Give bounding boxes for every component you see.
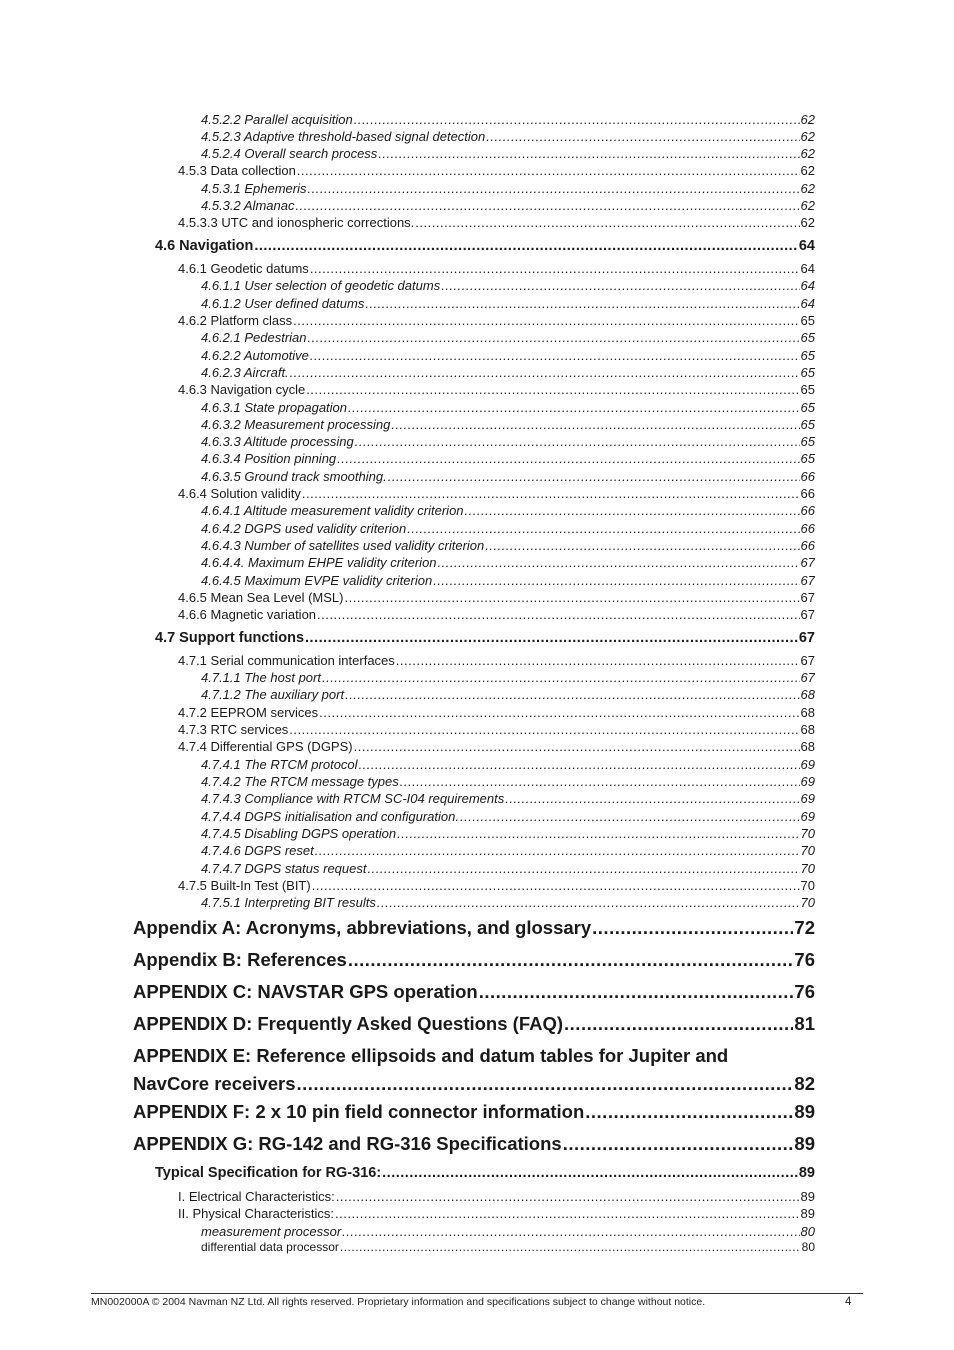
toc-leader-dots	[479, 981, 794, 1003]
toc-leader-dots	[336, 1189, 800, 1204]
toc-leader-dots	[391, 417, 799, 432]
toc-entry-title: APPENDIX D: Frequently Asked Questions (FAQ)	[133, 1013, 564, 1034]
toc-leader-dots	[319, 705, 799, 720]
toc-entry[interactable]	[155, 1165, 815, 1181]
toc-entry-title: 4.7.3 RTC services	[178, 722, 289, 737]
toc-entry-page: 70	[800, 843, 815, 858]
toc-entry-page: 70	[800, 895, 815, 910]
toc-entry-title: 4.7.1.2 The auxiliary port	[201, 687, 345, 702]
toc-entry-title: 4.6.6 Magnetic variation	[178, 607, 317, 622]
toc-entry[interactable]	[201, 573, 815, 588]
toc-entry[interactable]	[201, 198, 815, 213]
toc-leader-dots	[322, 670, 800, 685]
toc-entry-title: 4.6.4 Solution validity	[178, 486, 301, 501]
toc-entry-page: 82	[794, 1073, 815, 1094]
toc-entry-page: 67	[800, 573, 815, 588]
toc-entry-title-continued: NavCore receivers	[133, 1073, 296, 1094]
toc-entry-title: 4.6.4.2 DGPS used validity criterion	[201, 521, 407, 536]
toc-entry-page: 65	[800, 365, 815, 380]
toc-leader-dots	[382, 1165, 798, 1181]
toc-entry-title: 4.6.3.1 State propagation	[201, 400, 348, 415]
toc-leader-dots	[295, 198, 799, 213]
toc-entry[interactable]	[201, 826, 815, 841]
toc-entry[interactable]	[201, 434, 815, 449]
toc-entry[interactable]	[178, 215, 815, 230]
toc-leader-dots	[585, 1101, 793, 1123]
toc-entry-page: 66	[800, 503, 815, 518]
toc-entry-title: 4.6.3.4 Position pinning	[201, 451, 337, 466]
toc-entry-page: 76	[794, 949, 815, 970]
toc-entry[interactable]	[133, 949, 815, 971]
toc-entry-title: 4.5.2.2 Parallel acquisition	[201, 112, 353, 127]
toc-entry[interactable]	[201, 278, 815, 293]
toc-entry[interactable]	[201, 417, 815, 432]
toc-entry-page: 89	[800, 1189, 815, 1204]
toc-entry-title: Appendix A: Acronyms, abbreviations, and glossary	[133, 917, 592, 938]
toc-leader-dots	[340, 1240, 801, 1254]
toc-entry-page: 65	[800, 313, 815, 328]
toc-leader-dots	[388, 469, 800, 484]
toc-entry-page: 65	[800, 330, 815, 345]
toc-leader-dots	[290, 365, 800, 380]
toc-leader-dots	[342, 1224, 799, 1239]
toc-entry-title: 4.6.1 Geodetic datums	[178, 261, 309, 276]
toc-leader-dots	[407, 521, 799, 536]
toc-entry[interactable]	[201, 330, 815, 345]
toc-leader-dots	[400, 774, 800, 789]
toc-entry[interactable]	[178, 1206, 815, 1221]
toc-entry-page: 67	[798, 630, 815, 646]
toc-entry-page: 66	[800, 469, 815, 484]
toc-entry[interactable]	[178, 705, 815, 720]
toc-entry-page: 62	[800, 215, 815, 230]
toc-entry-title: 4.6.3.5 Ground track smoothing.	[201, 469, 387, 484]
toc-entry[interactable]	[178, 382, 815, 397]
toc-entry-title: 4.6.2 Platform class	[178, 313, 293, 328]
toc-entry[interactable]	[178, 486, 815, 501]
toc-entry-title: 4.6.1.2 User defined datums	[201, 296, 365, 311]
toc-leader-dots	[254, 238, 798, 254]
toc-entry-title: 4.7.4.2 The RTCM message types	[201, 774, 399, 789]
toc-leader-dots	[308, 330, 800, 345]
toc-entry[interactable]	[201, 296, 815, 311]
toc-entry-title: 4.7.1 Serial communication interfaces	[178, 653, 395, 668]
page-number: 4	[845, 1296, 852, 1308]
toc-leader-dots	[377, 895, 800, 910]
toc-entry-title: 4.5.3.3 UTC and ionospheric corrections.	[178, 215, 415, 230]
toc-leader-dots	[293, 313, 799, 328]
toc-leader-dots	[365, 296, 799, 311]
toc-entry[interactable]	[178, 313, 815, 328]
toc-entry[interactable]	[178, 163, 815, 178]
toc-leader-dots	[348, 949, 794, 971]
toc-leader-dots	[335, 1206, 799, 1221]
toc-entry-title: 4.5.2.3 Adaptive threshold-based signal detection	[201, 129, 486, 144]
toc-leader-dots	[486, 129, 799, 144]
toc-entry[interactable]	[201, 181, 815, 196]
toc-entry-page: 64	[798, 238, 815, 254]
toc-entry[interactable]	[133, 917, 815, 939]
toc-leader-dots	[289, 722, 799, 737]
toc-entry[interactable]	[201, 757, 815, 772]
toc-leader-dots	[344, 590, 799, 605]
toc-entry[interactable]	[178, 607, 815, 622]
toc-entry[interactable]	[201, 791, 815, 806]
toc-entry[interactable]	[201, 687, 815, 702]
toc-entry[interactable]	[178, 722, 815, 737]
toc-entry-title: 4.7.4.4 DGPS initialisation and configuration.	[201, 809, 459, 824]
toc-entry[interactable]	[201, 670, 815, 685]
toc-entry-page: 65	[800, 434, 815, 449]
toc-entry-page: 67	[800, 590, 815, 605]
toc-entry-title: 4.7.4 Differential GPS (DGPS)	[178, 739, 353, 754]
toc-leader-dots	[337, 451, 799, 466]
toc-entry-page: 68	[800, 687, 815, 702]
toc-entry-title: 4.7.5 Built-In Test (BIT)	[178, 878, 311, 893]
toc-entry-title: 4.7.4.5 Disabling DGPS operation	[201, 826, 397, 841]
toc-entry-page: 68	[800, 705, 815, 720]
toc-entry[interactable]	[133, 1133, 815, 1155]
toc-entry-page: 65	[800, 348, 815, 363]
toc-entry-title: II. Physical Characteristics:	[178, 1206, 335, 1221]
toc-entry-page: 67	[800, 555, 815, 570]
toc-entry[interactable]	[178, 590, 815, 605]
toc-entry[interactable]	[155, 238, 815, 254]
toc-entry[interactable]	[178, 653, 815, 668]
toc-entry-title: 4.5.2.4 Overall search process	[201, 146, 378, 161]
toc-entry-page: 62	[800, 163, 815, 178]
toc-leader-dots	[315, 843, 800, 858]
toc-entry-title: 4.6.5 Mean Sea Level (MSL)	[178, 590, 344, 605]
toc-entry-title: 4.7 Support functions	[155, 630, 305, 646]
toc-entry-title: Appendix B: References	[133, 949, 347, 970]
toc-entry-page: 62	[800, 129, 815, 144]
toc-entry[interactable]	[201, 503, 815, 518]
toc-leader-dots	[305, 630, 798, 646]
toc-entry-page: 69	[800, 757, 815, 772]
toc-entry-page: 66	[800, 538, 815, 553]
toc-entry-page: 65	[800, 451, 815, 466]
toc-entry-title: 4.7.4.7 DGPS status request	[201, 861, 367, 876]
toc-entry-title: 4.6.2.2 Automotive	[201, 348, 309, 363]
toc-leader-dots	[354, 112, 800, 127]
toc-leader-dots	[460, 809, 800, 824]
toc-entry-page: 68	[800, 739, 815, 754]
toc-entry[interactable]	[201, 146, 815, 161]
toc-leader-dots	[378, 146, 799, 161]
toc-leader-dots	[312, 878, 800, 893]
toc-entry[interactable]	[201, 538, 815, 553]
toc-entry-title: APPENDIX G: RG-142 and RG-316 Specifications	[133, 1133, 562, 1154]
toc-entry-page: 70	[800, 861, 815, 876]
toc-leader-dots	[396, 653, 800, 668]
toc-leader-dots	[306, 382, 799, 397]
toc-entry-title: 4.6.3.3 Altitude processing	[201, 434, 354, 449]
toc-entry-title: measurement processor	[201, 1224, 342, 1239]
toc-leader-dots	[354, 739, 800, 754]
toc-entry-page: 69	[800, 809, 815, 824]
toc-entry-title: 4.7.4.3 Compliance with RTCM SC-I04 requirements	[201, 791, 505, 806]
toc-entry-title: differential data processor	[201, 1240, 339, 1254]
toc-entry[interactable]	[201, 895, 815, 910]
toc-entry[interactable]	[201, 451, 815, 466]
toc-entry-page: 62	[800, 181, 815, 196]
toc-entry[interactable]	[201, 129, 815, 144]
toc-entry-page: 89	[798, 1165, 815, 1181]
toc-entry-page: 66	[800, 521, 815, 536]
toc-entry[interactable]	[201, 555, 815, 570]
toc-entry-page: 65	[800, 400, 815, 415]
toc-entry-page: 65	[800, 417, 815, 432]
toc-entry-title: 4.5.3 Data collection	[178, 163, 296, 178]
toc-entry-page: 62	[800, 112, 815, 127]
toc-entry[interactable]	[201, 469, 815, 484]
toc-entry-page: 66	[800, 486, 815, 501]
toc-entry-page: 72	[794, 917, 815, 938]
toc-entry[interactable]	[201, 809, 815, 824]
toc-leader-dots	[485, 538, 799, 553]
toc-leader-dots	[367, 861, 799, 876]
toc-entry-page: 67	[800, 607, 815, 622]
toc-entry[interactable]	[201, 861, 815, 876]
toc-entry-title: 4.6.4.5 Maximum EVPE validity criterion	[201, 573, 433, 588]
toc-leader-dots	[310, 261, 800, 276]
toc-entry-title: 4.7.1.1 The host port	[201, 670, 321, 685]
toc-entry[interactable]	[133, 981, 815, 1003]
toc-entry[interactable]	[201, 400, 815, 415]
toc-entry-title: 4.6.2.3 Aircraft.	[201, 365, 289, 380]
toc-leader-dots	[308, 181, 800, 196]
toc-entry-title: 4.7.5.1 Interpreting BIT results	[201, 895, 376, 910]
toc-entry-title: APPENDIX E: Reference ellipsoids and datum tables for Jupiter and	[133, 1045, 729, 1066]
toc-entry[interactable]	[201, 1240, 815, 1254]
toc-entry[interactable]	[201, 348, 815, 363]
toc-leader-dots	[505, 791, 799, 806]
toc-entry[interactable]	[178, 261, 815, 276]
toc-entry-page: 62	[800, 146, 815, 161]
toc-entry-page: 80	[801, 1240, 815, 1254]
toc-entry-page: 89	[800, 1206, 815, 1221]
toc-leader-dots	[302, 486, 800, 501]
toc-leader-dots	[592, 917, 793, 939]
toc-entry-title: 4.6.3 Navigation cycle	[178, 382, 306, 397]
toc-entry-page: 81	[794, 1013, 815, 1034]
toc-entry[interactable]	[133, 1045, 815, 1095]
toc-leader-dots	[441, 278, 799, 293]
toc-entry-title: 4.7.4.6 DGPS reset	[201, 843, 314, 858]
toc-entry[interactable]	[201, 1224, 815, 1239]
toc-leader-dots	[348, 400, 800, 415]
toc-entry-page: 62	[800, 198, 815, 213]
toc-leader-dots	[310, 348, 800, 363]
toc-entry-page: 67	[800, 653, 815, 668]
toc-entry-title: 4.6.4.4. Maximum EHPE validity criterion	[201, 555, 437, 570]
toc-entry[interactable]	[201, 774, 815, 789]
toc-entry-page: 65	[800, 382, 815, 397]
toc-entry-title: 4.5.3.1 Ephemeris	[201, 181, 307, 196]
toc-leader-dots	[563, 1133, 794, 1155]
toc-entry-title: I. Electrical Characteristics:	[178, 1189, 335, 1204]
toc-entry-page: 64	[800, 261, 815, 276]
toc-entry-title: Typical Specification for RG-316:	[155, 1165, 382, 1181]
toc-entry-page: 64	[800, 278, 815, 293]
toc-entry[interactable]	[178, 739, 815, 754]
footer-rule	[91, 1293, 863, 1294]
toc-entry-title: 4.6.3.2 Measurement processing	[201, 417, 391, 432]
toc-entry-title: APPENDIX F: 2 x 10 pin field connector information	[133, 1101, 585, 1122]
toc-leader-dots	[433, 573, 799, 588]
toc-entry-title: 4.5.3.2 Almanac	[201, 198, 295, 213]
toc-leader-dots	[317, 607, 800, 622]
toc-entry-page: 89	[794, 1101, 815, 1122]
toc-leader-dots	[564, 1013, 793, 1035]
toc-entry-title: 4.7.2 EEPROM services	[178, 705, 319, 720]
toc-entry-page: 67	[800, 670, 815, 685]
toc-leader-dots	[397, 826, 799, 841]
toc-entry[interactable]	[178, 878, 815, 893]
toc-leader-dots	[297, 1073, 794, 1095]
toc-entry-page: 70	[800, 878, 815, 893]
toc-entry[interactable]	[201, 112, 815, 127]
toc-entry[interactable]	[178, 1189, 815, 1204]
toc-entry[interactable]	[201, 521, 815, 536]
toc-entry[interactable]	[133, 1013, 815, 1035]
toc-entry-title: 4.6.4.3 Number of satellites used validity criterion	[201, 538, 485, 553]
toc-entry-title: 4.6 Navigation	[155, 238, 254, 254]
toc-entry-page: 69	[800, 791, 815, 806]
toc-entry-title: 4.6.2.1 Pedestrian	[201, 330, 307, 345]
toc-entry-page: 70	[800, 826, 815, 841]
toc-entry-page: 76	[794, 981, 815, 1002]
footer-copyright: MN002000A © 2004 Navman NZ Ltd. All rights reserved. Proprietary information and specifications subject to change without notice.	[91, 1296, 706, 1308]
toc-entry[interactable]	[201, 365, 815, 380]
toc-entry-page: 68	[800, 722, 815, 737]
toc-leader-dots	[345, 687, 799, 702]
toc-leader-dots	[465, 503, 800, 518]
toc-leader-dots	[438, 555, 800, 570]
toc-leader-dots	[355, 434, 800, 449]
toc-leader-dots	[359, 757, 800, 772]
toc-entry-title: 4.6.4.1 Altitude measurement validity criterion	[201, 503, 464, 518]
toc-leader-dots	[415, 215, 799, 230]
toc-entry[interactable]	[155, 630, 815, 646]
toc-entry[interactable]	[133, 1101, 815, 1123]
toc-entry-title: 4.6.1.1 User selection of geodetic datums	[201, 278, 441, 293]
toc-entry-page: 64	[800, 296, 815, 311]
toc-entry-page: 69	[800, 774, 815, 789]
toc-leader-dots	[297, 163, 800, 178]
toc-entry[interactable]	[201, 843, 815, 858]
toc-entry-page: 80	[800, 1224, 815, 1239]
toc-entry-title: 4.7.4.1 The RTCM protocol	[201, 757, 358, 772]
toc-entry-title: APPENDIX C: NAVSTAR GPS operation	[133, 981, 478, 1002]
toc-entry-page: 89	[794, 1133, 815, 1154]
